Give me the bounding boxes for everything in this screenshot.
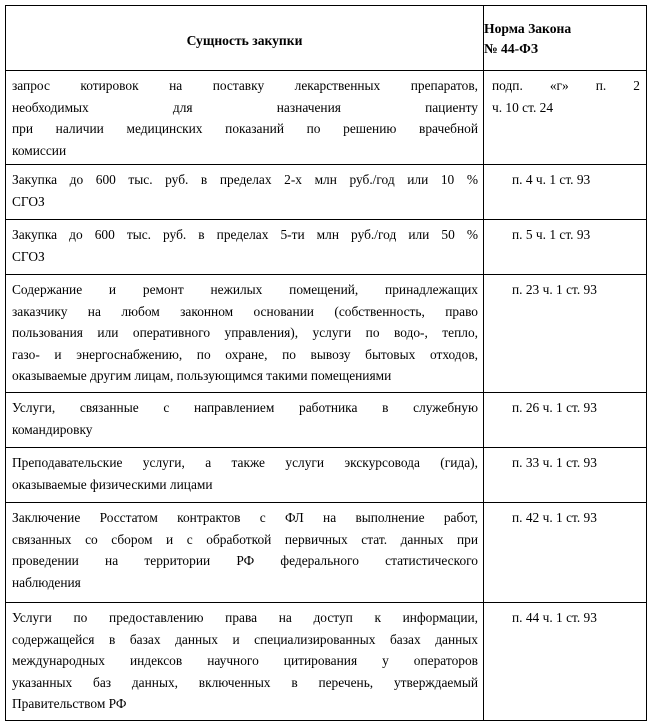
description-line: газо- и энергоснабжению, по охране, по вывозу бытовых отходов, bbox=[12, 346, 478, 362]
description-line: международных индексов научного цитирования у операторов bbox=[12, 653, 478, 668]
description-line: Правительством РФ bbox=[12, 696, 127, 711]
description-line: пользования или оперативного управления), услуги по водо-, тепло, bbox=[12, 325, 478, 340]
description-line: Заключение Росстатом контрактов с ФЛ на выполнение работ, bbox=[12, 510, 478, 525]
description-line: запрос котировок на поставку лекарственных препаратов, bbox=[12, 78, 478, 93]
header-law-norm bbox=[484, 6, 647, 71]
description-line: указанных баз данных, включенных в перечень, утверждаемый bbox=[12, 674, 478, 690]
norm-line: ч. 10 ст. 24 bbox=[492, 99, 554, 115]
description-line: Преподавательские услуги, а также услуги экскурсовода (гида), bbox=[12, 455, 478, 470]
procurement-description bbox=[6, 71, 484, 165]
norm-line: п. 4 ч. 1 ст. 93 bbox=[512, 172, 591, 187]
description-line: Закупка до 600 тыс. руб. в пределах 5-ти млн руб./год или 50 % bbox=[12, 227, 478, 242]
procurement-description bbox=[6, 275, 484, 393]
description-line: Содержание и ремонт нежилых помещений, принадлежащих bbox=[12, 282, 478, 297]
header-law-norm-line2: № 44-ФЗ bbox=[484, 41, 539, 56]
procurement-description bbox=[6, 220, 484, 275]
procurement-description bbox=[6, 165, 484, 220]
law-norm-reference bbox=[484, 71, 647, 165]
law-norm-reference bbox=[484, 393, 647, 448]
description-line: СГОЗ bbox=[12, 193, 45, 209]
table-row bbox=[6, 503, 647, 603]
procurement-description bbox=[6, 393, 484, 448]
law-norm-reference bbox=[484, 448, 647, 503]
description-line: оказываемые другим лицам, пользующимся такими помещениями bbox=[12, 368, 392, 383]
header-law-norm-line1: Норма Закона bbox=[484, 21, 572, 36]
description-line: командировку bbox=[12, 421, 93, 437]
table-row bbox=[6, 220, 647, 275]
law-norm-reference bbox=[484, 165, 647, 220]
procurement-description bbox=[6, 603, 484, 721]
law-norm-reference bbox=[484, 275, 647, 393]
norm-line: п. 26 ч. 1 ст. 93 bbox=[512, 400, 597, 415]
table-row bbox=[6, 71, 647, 165]
description-line: Услуги, связанные с направлением работника в служебную bbox=[12, 400, 478, 415]
description-line: заказчику на любом законном основании (собственность, право bbox=[12, 303, 478, 319]
description-line: Закупка до 600 тыс. руб. в пределах 2-х млн руб./год или 10 % bbox=[12, 172, 478, 187]
header-procurement-essence: Сущность закупки bbox=[6, 6, 484, 71]
description-line: Услуги по предоставлению права на доступ к информации, bbox=[12, 610, 478, 625]
table-row bbox=[6, 393, 647, 448]
procurement-description bbox=[6, 448, 484, 503]
table-row bbox=[6, 275, 647, 393]
header-row bbox=[6, 6, 647, 71]
description-line: СГОЗ bbox=[12, 248, 45, 264]
description-line: при наличии медицинских показаний по решению врачебной bbox=[12, 121, 478, 136]
norm-line: подп. «г» п. 2 bbox=[492, 78, 640, 93]
description-line: оказываемые физическими лицами bbox=[12, 476, 213, 492]
procurement-description bbox=[6, 503, 484, 603]
norm-line: п. 42 ч. 1 ст. 93 bbox=[512, 510, 597, 525]
table-row bbox=[6, 448, 647, 503]
law-norm-reference bbox=[484, 220, 647, 275]
table-row bbox=[6, 165, 647, 220]
law-norm-reference bbox=[484, 603, 647, 721]
description-line: связанных со сбором и с обработкой первичных стат. данных при bbox=[12, 531, 478, 547]
procurement-norms-table bbox=[5, 5, 647, 721]
norm-line: п. 5 ч. 1 ст. 93 bbox=[512, 227, 591, 242]
law-norm-reference bbox=[484, 503, 647, 603]
description-line: необходимых для назначения пациенту bbox=[12, 99, 478, 115]
norm-line: п. 44 ч. 1 ст. 93 bbox=[512, 610, 597, 625]
norm-line: п. 33 ч. 1 ст. 93 bbox=[512, 455, 597, 470]
description-line: содержащейся в базах данных и специализированных базах данных bbox=[12, 631, 478, 647]
description-line: наблюдения bbox=[12, 574, 81, 590]
description-line: проведении на территории РФ федерального статистического bbox=[12, 553, 478, 568]
norm-line: п. 23 ч. 1 ст. 93 bbox=[512, 282, 597, 297]
description-line: комиссии bbox=[12, 142, 67, 158]
table-row bbox=[6, 603, 647, 721]
